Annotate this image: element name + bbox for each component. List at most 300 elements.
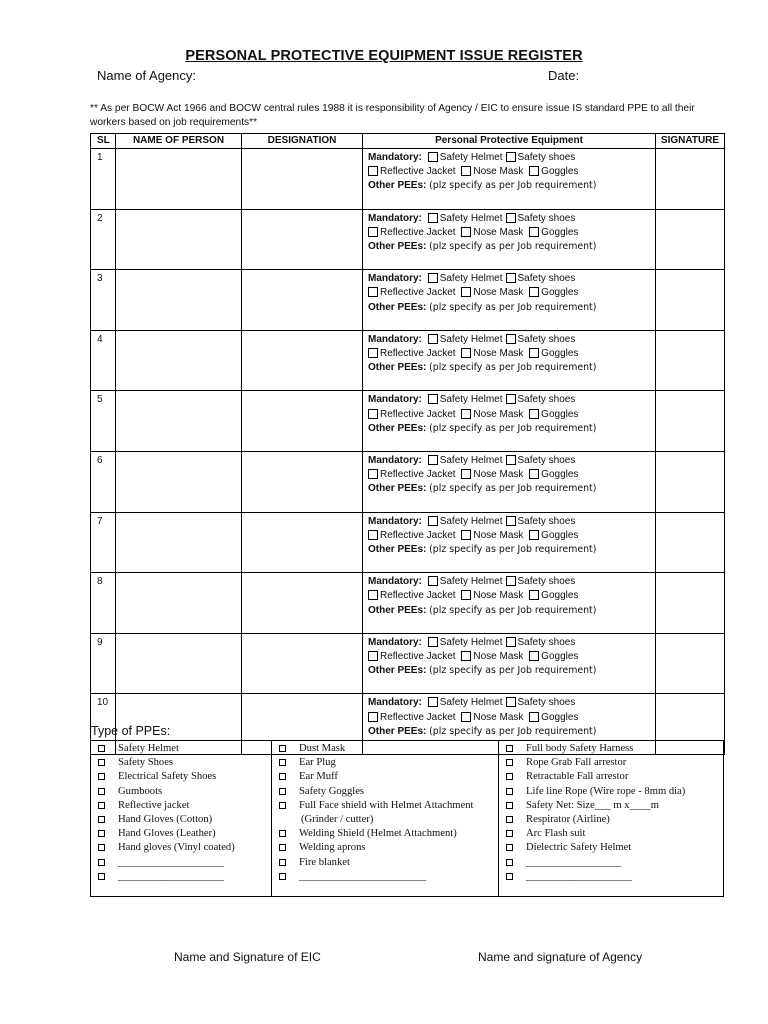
nose-mask-checkbox[interactable] bbox=[461, 469, 471, 479]
other-pees-line bbox=[368, 725, 655, 739]
ppe-type-checkbox[interactable] bbox=[98, 844, 105, 851]
name-of-person-cell[interactable] bbox=[116, 633, 242, 694]
designation-cell[interactable] bbox=[242, 633, 363, 694]
name-of-person-cell[interactable] bbox=[116, 451, 242, 512]
safety-shoes-checkbox[interactable] bbox=[506, 455, 516, 465]
ppe-type-item bbox=[91, 813, 271, 827]
ppe-type-item bbox=[91, 770, 271, 784]
ppe-type-checkbox[interactable] bbox=[98, 830, 105, 837]
safety-helmet-checkbox[interactable] bbox=[428, 516, 438, 526]
mandatory-line bbox=[368, 333, 655, 347]
nose-mask-label: Nose Mask bbox=[473, 226, 524, 238]
safety-shoes-checkbox[interactable] bbox=[506, 697, 516, 707]
goggles-checkbox[interactable] bbox=[529, 530, 539, 540]
row-sl: 9 bbox=[91, 633, 116, 694]
ppe-types-column-3 bbox=[499, 741, 723, 896]
other-pees-instruction: (plz specify as per Job requirement) bbox=[429, 362, 597, 374]
reflective-jacket-checkbox[interactable] bbox=[368, 227, 378, 237]
ppe-type-label: Dust Mask bbox=[299, 743, 346, 754]
reflective-jacket-checkbox[interactable] bbox=[368, 287, 378, 297]
other-pees-label: Other PEEs: bbox=[368, 301, 427, 313]
ppe-type-checkbox[interactable] bbox=[98, 816, 105, 823]
equipment-line bbox=[368, 529, 655, 543]
ppe-type-checkbox[interactable] bbox=[506, 773, 513, 780]
signature-cell[interactable] bbox=[656, 573, 725, 634]
signature-cell[interactable] bbox=[656, 512, 725, 573]
ppe-type-item bbox=[91, 799, 271, 813]
ppe-type-label: Safety Net: Size___ m x____m bbox=[526, 799, 659, 811]
safety-helmet-checkbox[interactable] bbox=[428, 576, 438, 586]
ppe-type-label: Safety Shoes bbox=[118, 757, 174, 769]
nose-mask-label: Nose Mask bbox=[473, 347, 524, 359]
name-of-person-cell[interactable] bbox=[116, 209, 242, 270]
other-pees-instruction: (plz specify as per Job requirement) bbox=[429, 422, 597, 434]
designation-cell[interactable] bbox=[242, 512, 363, 573]
ppe-type-item bbox=[499, 813, 723, 827]
ppe-type-item bbox=[272, 856, 498, 870]
ppe-type-checkbox[interactable] bbox=[279, 830, 286, 837]
reflective-jacket-label: Reflective Jacket bbox=[380, 711, 456, 723]
goggles-checkbox[interactable] bbox=[529, 469, 539, 479]
other-pees-label: Other PEEs: bbox=[368, 543, 427, 555]
ppe-type-item bbox=[499, 841, 723, 855]
row-sl: 6 bbox=[91, 451, 116, 512]
name-of-person-cell[interactable] bbox=[116, 391, 242, 452]
ppe-type-item bbox=[91, 827, 271, 841]
goggles-label: Goggles bbox=[541, 590, 579, 602]
safety-shoes-label: Safety shoes bbox=[517, 515, 576, 527]
other-pees-line bbox=[368, 482, 655, 496]
other-pees-instruction: (plz specify as per Job requirement) bbox=[429, 483, 597, 495]
goggles-label: Goggles bbox=[541, 408, 579, 420]
equipment-line bbox=[368, 650, 655, 664]
other-pees-label: Other PEEs: bbox=[368, 604, 427, 616]
equipment-line bbox=[368, 347, 655, 361]
safety-helmet-label: Safety Helmet bbox=[439, 576, 503, 588]
issue-register-table bbox=[90, 133, 725, 755]
ppe-type-item bbox=[499, 856, 723, 870]
row-sl: 5 bbox=[91, 391, 116, 452]
ppe-type-item bbox=[91, 856, 271, 870]
safety-shoes-label: Safety shoes bbox=[517, 152, 576, 163]
other-pees-label: Other PEEs: bbox=[368, 362, 427, 374]
other-pees-line bbox=[368, 240, 655, 254]
nose-mask-label: Nose Mask bbox=[473, 529, 524, 541]
safety-helmet-label: Safety Helmet bbox=[439, 212, 503, 224]
ppe-type-item bbox=[499, 770, 723, 784]
nose-mask-checkbox[interactable] bbox=[461, 409, 471, 419]
designation-cell[interactable] bbox=[242, 573, 363, 634]
ppe-type-item bbox=[499, 785, 723, 799]
ppe-types-column-2 bbox=[272, 741, 499, 896]
row-sl: 3 bbox=[91, 270, 116, 331]
other-pees-line bbox=[368, 422, 655, 436]
ppe-type-label: ____________________ bbox=[118, 856, 224, 868]
other-pees-line bbox=[368, 361, 655, 375]
col-header-ppe: Personal Protective Equipment bbox=[363, 134, 656, 149]
reflective-jacket-checkbox[interactable] bbox=[368, 348, 378, 358]
safety-helmet-checkbox[interactable] bbox=[428, 455, 438, 465]
goggles-checkbox[interactable] bbox=[529, 590, 539, 600]
ppe-type-item bbox=[272, 827, 498, 841]
safety-helmet-checkbox[interactable] bbox=[428, 273, 438, 283]
table-row bbox=[91, 633, 725, 694]
ppe-type-checkbox[interactable] bbox=[279, 788, 286, 795]
other-pees-label: Other PEEs: bbox=[368, 483, 427, 495]
equipment-line bbox=[368, 589, 655, 603]
mandatory-label: Mandatory: bbox=[368, 212, 422, 224]
ppe-type-checkbox[interactable] bbox=[98, 802, 105, 809]
ppe-type-item bbox=[499, 870, 723, 884]
ppe-type-checkbox[interactable] bbox=[506, 788, 513, 795]
ppe-cell bbox=[363, 330, 656, 391]
ppe-type-item bbox=[499, 756, 723, 770]
col-header-sl: SL bbox=[91, 134, 116, 149]
mandatory-label: Mandatory: bbox=[368, 333, 422, 345]
ppe-type-checkbox[interactable] bbox=[279, 844, 286, 851]
ppe-cell bbox=[363, 149, 656, 210]
ppe-type-checkbox[interactable] bbox=[506, 830, 513, 837]
nose-mask-label: Nose Mask bbox=[473, 650, 524, 662]
ppe-type-label: __________________ bbox=[526, 856, 622, 868]
nose-mask-label: Nose Mask bbox=[473, 408, 524, 420]
safety-helmet-label: Safety Helmet bbox=[439, 152, 503, 163]
name-of-person-cell[interactable] bbox=[116, 270, 242, 331]
equipment-line bbox=[368, 286, 655, 300]
ppe-type-label: Gumboots bbox=[118, 785, 163, 797]
designation-cell[interactable] bbox=[242, 451, 363, 512]
safety-helmet-checkbox[interactable] bbox=[428, 394, 438, 404]
eic-signature-label: Name and Signature of EIC bbox=[174, 950, 321, 964]
designation-cell[interactable] bbox=[242, 391, 363, 452]
safety-helmet-label: Safety Helmet bbox=[439, 454, 503, 466]
ppe-type-checkbox[interactable] bbox=[506, 759, 513, 766]
ppe-type-label: Retractable Fall arrestor bbox=[526, 771, 629, 783]
ppe-type-checkbox[interactable] bbox=[506, 844, 513, 851]
goggles-checkbox[interactable] bbox=[529, 227, 539, 237]
agency-signature-label: Name and signature of Agency bbox=[478, 950, 643, 964]
reflective-jacket-checkbox[interactable] bbox=[368, 590, 378, 600]
mandatory-label: Mandatory: bbox=[368, 454, 422, 466]
mandatory-label: Mandatory: bbox=[368, 515, 422, 527]
nose-mask-label: Nose Mask bbox=[473, 287, 524, 299]
mandatory-label: Mandatory: bbox=[368, 273, 422, 285]
ppe-type-item bbox=[272, 841, 498, 855]
safety-shoes-checkbox[interactable] bbox=[506, 213, 516, 223]
mandatory-line bbox=[368, 696, 655, 710]
ppe-type-label: Reflective jacket bbox=[118, 799, 190, 811]
ppe-type-checkbox[interactable] bbox=[98, 788, 105, 795]
other-pees-line bbox=[368, 179, 655, 193]
ppe-cell bbox=[363, 633, 656, 694]
table-row bbox=[91, 573, 725, 634]
nose-mask-checkbox[interactable] bbox=[461, 227, 471, 237]
other-pees-instruction: (plz specify as per Job requirement) bbox=[429, 665, 597, 677]
col-header-designation: DESIGNATION bbox=[242, 134, 363, 149]
ppe-type-item bbox=[272, 785, 498, 799]
table-row bbox=[91, 209, 725, 270]
agency-label: Name of Agency: bbox=[97, 68, 196, 83]
ppe-type-checkbox[interactable] bbox=[279, 759, 286, 766]
reflective-jacket-checkbox[interactable] bbox=[368, 166, 378, 176]
ppe-type-label: ________________________ bbox=[299, 870, 427, 882]
safety-helmet-label: Safety Helmet bbox=[439, 273, 503, 285]
nose-mask-checkbox[interactable] bbox=[461, 590, 471, 600]
nose-mask-label: Nose Mask bbox=[473, 590, 524, 602]
table-header-row bbox=[91, 134, 725, 149]
reflective-jacket-label: Reflective Jacket bbox=[380, 590, 456, 602]
safety-helmet-checkbox[interactable] bbox=[428, 334, 438, 344]
ppe-type-label: Hand Gloves (Leather) bbox=[118, 828, 216, 840]
safety-helmet-label: Safety Helmet bbox=[439, 697, 503, 709]
ppe-type-label: Arc Flash suit bbox=[526, 828, 586, 840]
signature-cell[interactable] bbox=[656, 270, 725, 331]
designation-cell[interactable] bbox=[242, 209, 363, 270]
table-row bbox=[91, 391, 725, 452]
goggles-label: Goggles bbox=[541, 347, 579, 359]
ppe-type-label: Ear Muff bbox=[299, 771, 338, 783]
reflective-jacket-checkbox[interactable] bbox=[368, 530, 378, 540]
ppe-type-checkbox[interactable] bbox=[98, 873, 105, 880]
safety-shoes-checkbox[interactable] bbox=[506, 273, 516, 283]
other-pees-label: Other PEEs: bbox=[368, 422, 427, 434]
nose-mask-checkbox[interactable] bbox=[461, 651, 471, 661]
ppe-type-label: Ear Plug bbox=[299, 757, 336, 769]
safety-shoes-checkbox[interactable] bbox=[506, 516, 516, 526]
safety-helmet-checkbox[interactable] bbox=[428, 152, 438, 162]
goggles-label: Goggles bbox=[541, 469, 579, 481]
goggles-checkbox[interactable] bbox=[529, 651, 539, 661]
safety-helmet-checkbox[interactable] bbox=[428, 697, 438, 707]
ppe-cell bbox=[363, 391, 656, 452]
reflective-jacket-label: Reflective Jacket bbox=[380, 226, 456, 238]
other-pees-instruction: (plz specify as per Job requirement) bbox=[429, 604, 597, 616]
safety-shoes-checkbox[interactable] bbox=[506, 576, 516, 586]
ppe-type-item bbox=[272, 770, 498, 784]
note-line-1: ** As per BOCW Act 1966 and BOCW central rules 1988 it is responsibility of Agency / EIC to ensure issue IS standard PPE to all their bbox=[90, 103, 695, 114]
mandatory-label: Mandatory: bbox=[368, 394, 422, 406]
safety-shoes-label: Safety shoes bbox=[517, 636, 576, 648]
goggles-checkbox[interactable] bbox=[529, 166, 539, 176]
nose-mask-checkbox[interactable] bbox=[461, 712, 471, 722]
other-pees-label: Other PEEs: bbox=[368, 725, 427, 737]
compliance-note bbox=[90, 102, 730, 130]
goggles-label: Goggles bbox=[541, 226, 579, 238]
row-sl: 4 bbox=[91, 330, 116, 391]
name-of-person-cell[interactable] bbox=[116, 330, 242, 391]
ppe-type-checkbox[interactable] bbox=[98, 759, 105, 766]
equipment-line bbox=[368, 408, 655, 422]
reflective-jacket-label: Reflective Jacket bbox=[380, 287, 456, 299]
ppe-type-label: Welding Shield (Helmet Attachment) bbox=[299, 828, 457, 840]
ppe-type-checkbox[interactable] bbox=[279, 859, 286, 866]
reflective-jacket-label: Reflective Jacket bbox=[380, 347, 456, 359]
ppe-type-checkbox[interactable] bbox=[279, 802, 286, 809]
ppe-type-label: Dielectric Safety Helmet bbox=[526, 842, 632, 854]
safety-shoes-checkbox[interactable] bbox=[506, 637, 516, 647]
safety-shoes-label: Safety shoes bbox=[517, 394, 576, 406]
table-row bbox=[91, 149, 725, 210]
ppe-type-checkbox[interactable] bbox=[98, 745, 105, 752]
safety-shoes-label: Safety shoes bbox=[517, 273, 576, 285]
table-row bbox=[91, 512, 725, 573]
ppe-type-label: Hand gloves (Vinyl coated) bbox=[118, 842, 235, 854]
other-pees-label: Other PEEs: bbox=[368, 241, 427, 252]
mandatory-line bbox=[368, 151, 655, 165]
ppe-type-item bbox=[272, 756, 498, 770]
safety-helmet-checkbox[interactable] bbox=[428, 213, 438, 223]
ppe-type-checkbox[interactable] bbox=[506, 745, 513, 752]
ppe-type-checkbox[interactable] bbox=[506, 816, 513, 823]
ppe-type-item bbox=[272, 742, 498, 756]
row-sl: 1 bbox=[91, 149, 116, 210]
ppe-cell bbox=[363, 270, 656, 331]
table-row bbox=[91, 451, 725, 512]
safety-helmet-label: Safety Helmet bbox=[439, 333, 503, 345]
mandatory-line bbox=[368, 454, 655, 468]
nose-mask-checkbox[interactable] bbox=[461, 348, 471, 358]
reflective-jacket-label: Reflective Jacket bbox=[380, 650, 456, 662]
reflective-jacket-checkbox[interactable] bbox=[368, 712, 378, 722]
ppe-type-checkbox[interactable] bbox=[506, 873, 513, 880]
ppe-type-label: Safety Goggles bbox=[299, 785, 365, 797]
ppe-cell bbox=[363, 512, 656, 573]
reflective-jacket-label: Reflective Jacket bbox=[380, 408, 456, 420]
ppe-cell bbox=[363, 209, 656, 270]
safety-shoes-label: Safety shoes bbox=[517, 697, 576, 709]
reflective-jacket-checkbox[interactable] bbox=[368, 409, 378, 419]
equipment-line bbox=[368, 165, 655, 179]
designation-cell[interactable] bbox=[242, 330, 363, 391]
goggles-label: Goggles bbox=[541, 529, 579, 541]
ppe-type-item bbox=[91, 742, 271, 756]
signature-cell[interactable] bbox=[656, 451, 725, 512]
ppe-type-checkbox[interactable] bbox=[279, 873, 286, 880]
reflective-jacket-label: Reflective Jacket bbox=[380, 469, 456, 481]
designation-cell[interactable] bbox=[242, 270, 363, 331]
designation-cell[interactable] bbox=[242, 149, 363, 210]
other-pees-label: Other PEEs: bbox=[368, 665, 427, 677]
ppe-type-checkbox[interactable] bbox=[98, 773, 105, 780]
safety-helmet-checkbox[interactable] bbox=[428, 637, 438, 647]
signature-cell[interactable] bbox=[656, 330, 725, 391]
safety-shoes-label: Safety shoes bbox=[517, 212, 576, 224]
ppe-type-label: Hand Gloves (Cotton) bbox=[118, 814, 213, 826]
signature-cell[interactable] bbox=[656, 391, 725, 452]
page-title: PERSONAL PROTECTIVE EQUIPMENT ISSUE REGISTER bbox=[185, 48, 583, 64]
ppe-type-item bbox=[91, 756, 271, 770]
reflective-jacket-checkbox[interactable] bbox=[368, 469, 378, 479]
mandatory-line bbox=[368, 515, 655, 529]
ppe-type-item bbox=[499, 742, 723, 756]
ppe-type-label: Full Face shield with Helmet Attachment bbox=[299, 799, 474, 811]
nose-mask-label: Nose Mask bbox=[473, 469, 524, 481]
ppe-type-label: Safety Helmet bbox=[118, 743, 179, 754]
signature-cell[interactable] bbox=[656, 633, 725, 694]
other-pees-line bbox=[368, 543, 655, 557]
date-label: Date: bbox=[548, 68, 580, 83]
other-pees-line bbox=[368, 604, 655, 618]
safety-helmet-label: Safety Helmet bbox=[439, 515, 503, 527]
ppe-type-label: Rope Grab Fall arrestor bbox=[526, 757, 627, 769]
ppe-type-label: Respirator (Airline) bbox=[526, 814, 610, 826]
ppe-type-label: Electrical Safety Shoes bbox=[118, 771, 217, 783]
signature-cell[interactable] bbox=[656, 209, 725, 270]
other-pees-label: Other PEEs: bbox=[368, 180, 427, 192]
name-of-person-cell[interactable] bbox=[116, 573, 242, 634]
mandatory-label: Mandatory: bbox=[368, 697, 422, 709]
note-line-2: workers based on job requirements** bbox=[90, 117, 258, 128]
other-pees-line bbox=[368, 301, 655, 315]
mandatory-line bbox=[368, 212, 655, 226]
reflective-jacket-checkbox[interactable] bbox=[368, 651, 378, 661]
ppe-type-checkbox[interactable] bbox=[279, 773, 286, 780]
goggles-checkbox[interactable] bbox=[529, 712, 539, 722]
ppe-types-column-1 bbox=[91, 741, 272, 896]
safety-helmet-label: Safety Helmet bbox=[439, 394, 503, 406]
ppe-type-label: Welding aprons bbox=[299, 842, 366, 854]
nose-mask-checkbox[interactable] bbox=[461, 530, 471, 540]
nose-mask-checkbox[interactable] bbox=[461, 287, 471, 297]
signature-cell[interactable] bbox=[656, 149, 725, 210]
safety-shoes-checkbox[interactable] bbox=[506, 152, 516, 162]
mandatory-line bbox=[368, 272, 655, 286]
goggles-checkbox[interactable] bbox=[529, 409, 539, 419]
nose-mask-label: Nose Mask bbox=[473, 711, 524, 723]
goggles-label: Goggles bbox=[541, 650, 579, 662]
col-header-name: NAME OF PERSON bbox=[116, 134, 242, 149]
safety-helmet-label: Safety Helmet bbox=[439, 636, 503, 648]
goggles-label: Goggles bbox=[541, 166, 579, 178]
goggles-checkbox[interactable] bbox=[529, 348, 539, 358]
nose-mask-label: Nose Mask bbox=[473, 166, 524, 178]
mandatory-label: Mandatory: bbox=[368, 576, 422, 588]
name-of-person-cell[interactable] bbox=[116, 149, 242, 210]
equipment-line bbox=[368, 226, 655, 240]
safety-shoes-checkbox[interactable] bbox=[506, 394, 516, 404]
table-row bbox=[91, 330, 725, 391]
other-pees-instruction: (plz specify as per Job requirement) bbox=[429, 725, 597, 737]
col-header-signature: SIGNATURE bbox=[656, 134, 725, 149]
reflective-jacket-label: Reflective Jacket bbox=[380, 166, 456, 178]
mandatory-line bbox=[368, 636, 655, 650]
row-sl: 7 bbox=[91, 512, 116, 573]
ppe-type-item bbox=[91, 785, 271, 799]
other-pees-instruction: (plz specify as per Job requirement) bbox=[429, 180, 597, 192]
safety-shoes-checkbox[interactable] bbox=[506, 334, 516, 344]
other-pees-line bbox=[368, 664, 655, 678]
ppe-type-checkbox[interactable] bbox=[506, 802, 513, 809]
ppe-type-checkbox[interactable] bbox=[506, 859, 513, 866]
row-sl: 2 bbox=[91, 209, 116, 270]
goggles-label: Goggles bbox=[541, 287, 579, 299]
row-sl: 8 bbox=[91, 573, 116, 634]
reflective-jacket-label: Reflective Jacket bbox=[380, 529, 456, 541]
mandatory-label: Mandatory: bbox=[368, 636, 422, 648]
goggles-label: Goggles bbox=[541, 711, 579, 723]
name-of-person-cell[interactable] bbox=[116, 512, 242, 573]
ppe-type-label: Full body Safety Harness bbox=[526, 743, 634, 754]
equipment-line bbox=[368, 468, 655, 482]
ppe-type-checkbox[interactable] bbox=[98, 859, 105, 866]
goggles-checkbox[interactable] bbox=[529, 287, 539, 297]
nose-mask-checkbox[interactable] bbox=[461, 166, 471, 176]
mandatory-label: Mandatory: bbox=[368, 152, 422, 163]
ppe-type-item bbox=[499, 827, 723, 841]
equipment-line bbox=[368, 711, 655, 725]
ppe-type-checkbox[interactable] bbox=[279, 745, 286, 752]
row-sl: 10 bbox=[91, 694, 116, 755]
